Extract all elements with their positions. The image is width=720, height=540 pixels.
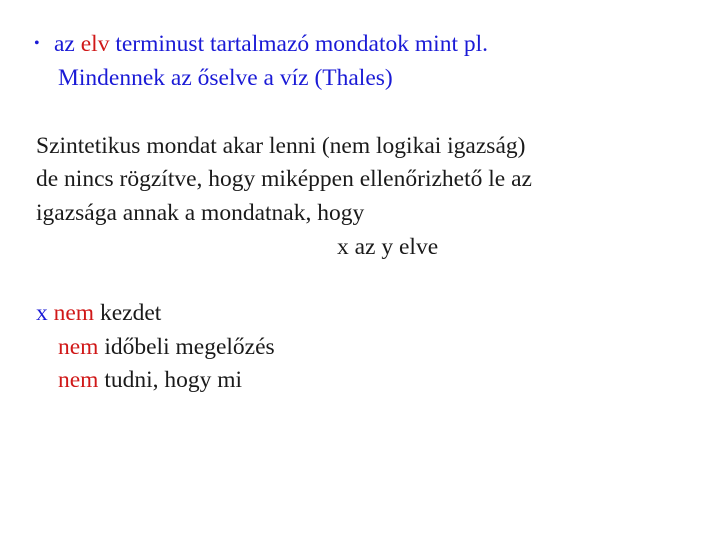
bullet-line-1 xyxy=(34,33,488,57)
text-nem: nem xyxy=(53,300,95,326)
list-line-2 xyxy=(58,336,275,360)
paragraph-line-1: Szintetikus mondat akar lenni (nem logikai igazság) xyxy=(36,133,526,159)
text-elv: elv xyxy=(80,31,110,57)
text-nem: nem xyxy=(58,367,99,393)
text-x: x xyxy=(36,300,48,326)
paragraph-line-3: igazsága annak a mondatnak, hogy xyxy=(36,200,365,226)
list-line-3 xyxy=(58,369,242,393)
bullet-line-2: Mindennek az őselve a víz (Thales) xyxy=(58,65,393,91)
text-terminus: terminust tartalmazó mondatok mint pl. xyxy=(109,31,489,57)
bullet-icon: • xyxy=(34,35,40,52)
text-idobeli: időbeli megelőzés xyxy=(98,334,275,360)
text-az: az xyxy=(54,31,81,57)
list-line-1 xyxy=(36,302,161,326)
paragraph-line-2: de nincs rögzítve, hogy miképpen ellenőrizhető le az xyxy=(36,166,532,192)
text-kezdet: kezdet xyxy=(94,300,162,326)
text-nem: nem xyxy=(58,334,99,360)
paragraph-line-4: x az y elve xyxy=(337,234,439,260)
text-tudni: tudni, hogy mi xyxy=(98,367,243,393)
